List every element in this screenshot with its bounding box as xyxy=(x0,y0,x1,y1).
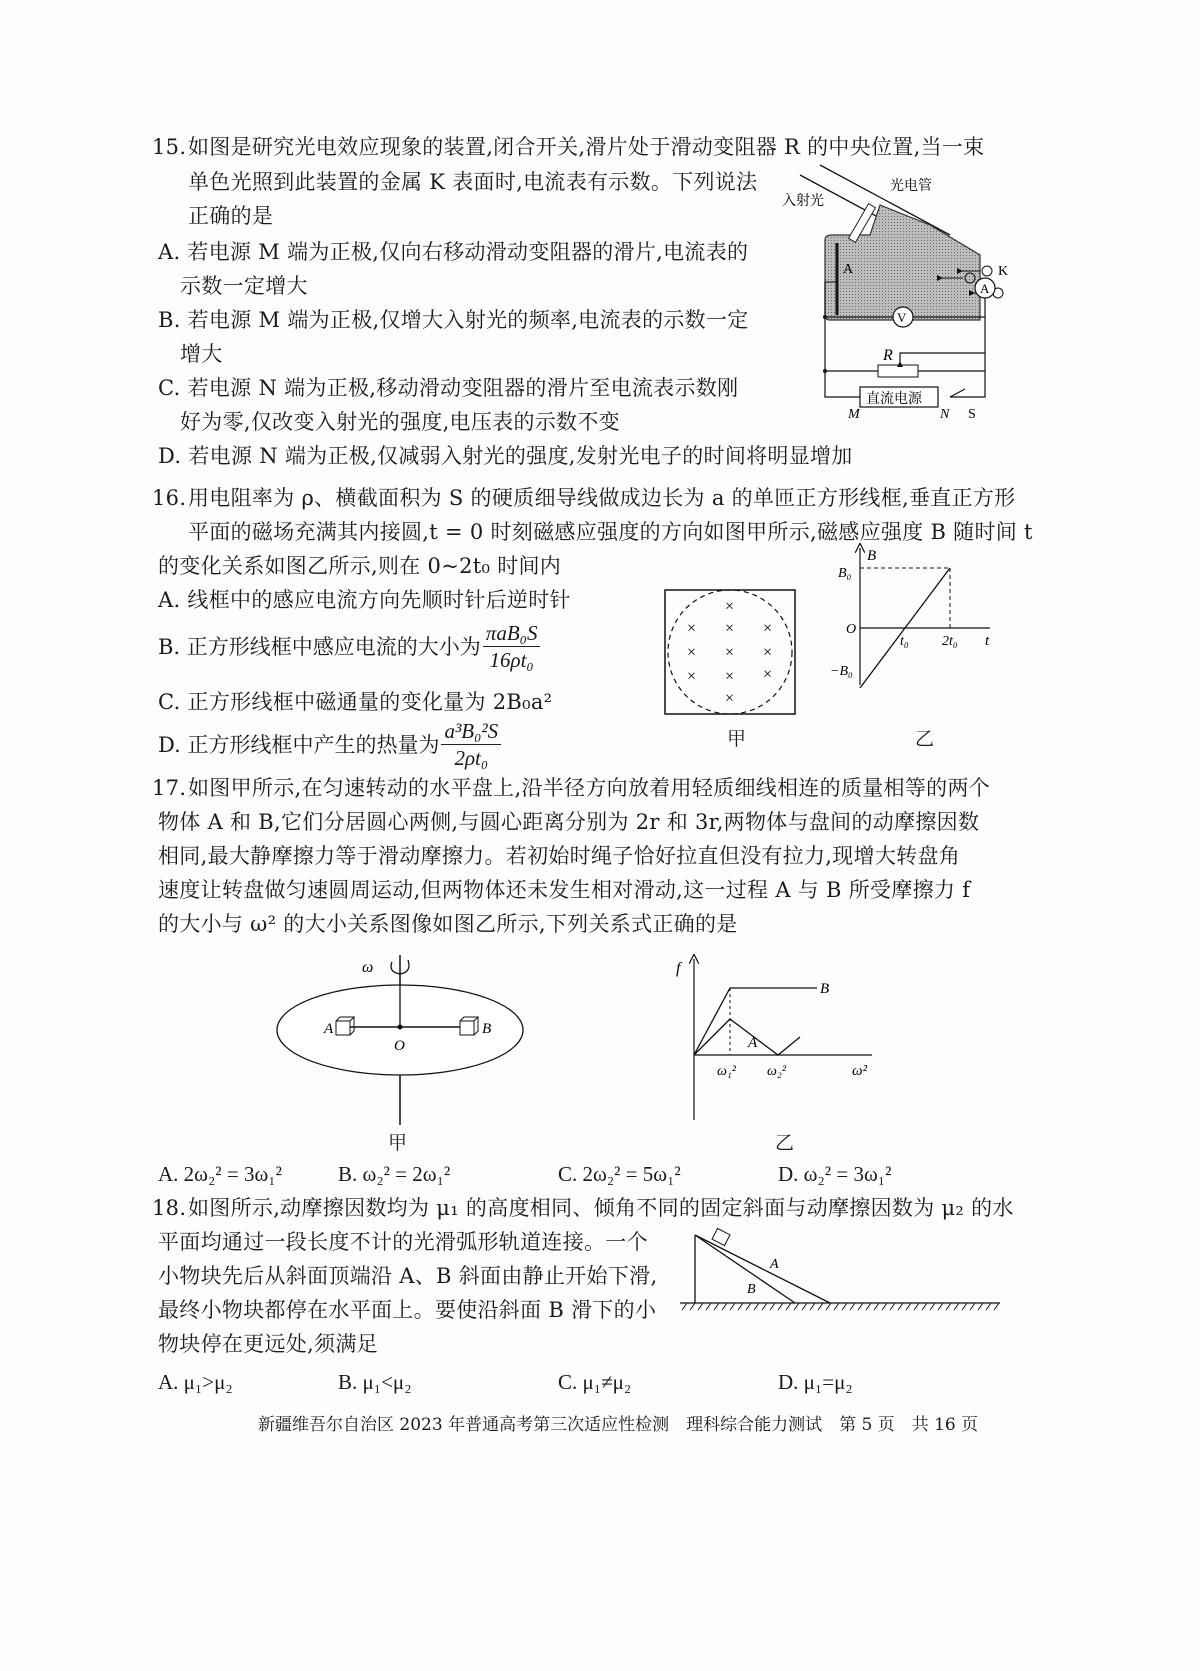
phototube-label: 光电管 xyxy=(890,179,932,194)
hatch-mark xyxy=(850,1303,855,1310)
hatch-mark xyxy=(906,1303,911,1310)
q16-option-b-text: B. 正方形线框中感应电流的大小为 xyxy=(158,634,481,659)
q17-option-d: D. ω₂² = 3ω₁² xyxy=(778,1162,892,1186)
small-block xyxy=(712,1228,730,1245)
junction-dot xyxy=(823,315,827,319)
q17-stem-line-1: 如图甲所示,在匀速转动的水平盘上,沿半径方向放着用轻质细线相连的质量相等的两个 xyxy=(188,776,991,800)
x-tick-omega1: ω₁² xyxy=(717,1064,736,1079)
q15-stem-line-1: 如图是研究光电效应现象的装置,闭合开关,滑片处于滑动变阻器 R 的中央位置,当一束 xyxy=(188,135,985,159)
electron-1 xyxy=(982,266,992,276)
hatch-mark xyxy=(834,1303,839,1310)
hatch-mark xyxy=(962,1303,967,1310)
q17-stem-line-2: 物体 A 和 B,它们分居圆心两侧,与圆心距离分别为 2r 和 3r,两物体与盘间的动摩擦因数 xyxy=(158,810,980,834)
q18-option-c: C. μ₁≠μ₂ xyxy=(558,1370,632,1394)
hatch-mark xyxy=(938,1303,943,1310)
q15-stem-line-2: 单色光照到此装置的金属 K 表面时,电流表有示数。下列说法 xyxy=(188,170,758,194)
y-axis-label: f xyxy=(676,960,681,977)
figure-yi-label: 乙 xyxy=(775,1132,795,1154)
slope-b xyxy=(695,1235,795,1303)
fraction-numerator: πaB₀S xyxy=(483,620,541,647)
field-into-page-mark: × xyxy=(763,644,773,661)
y-tick-b0: B₀ xyxy=(838,566,852,581)
y-tick-origin: O xyxy=(846,622,857,637)
hatch-mark xyxy=(698,1303,703,1310)
hatch-mark xyxy=(818,1303,823,1310)
incident-light-label: 入射光 xyxy=(782,194,824,209)
hatch-mark xyxy=(946,1303,951,1310)
hatch-mark xyxy=(842,1303,847,1310)
center-point xyxy=(398,1025,403,1030)
ground-hatching xyxy=(682,1303,999,1310)
x-tick-omega2: ω₂² xyxy=(767,1064,786,1079)
q18-option-a: A. μ₁>μ₂ xyxy=(158,1370,233,1394)
inclined-planes-figure xyxy=(680,1225,1000,1315)
q15-option-b-line-2: 增大 xyxy=(180,342,223,366)
figure-jia-label: 甲 xyxy=(727,728,747,750)
q15-option-c-line-2: 好为零,仅改变入射光的强度,电压表的示数不变 xyxy=(180,410,620,434)
hatch-mark xyxy=(786,1303,791,1310)
q18-stem-line-4: 最终小物块都停在水平面上。要使沿斜面 B 滑下的小 xyxy=(158,1298,657,1322)
hatch-mark xyxy=(810,1303,815,1310)
figure-jia-label: 甲 xyxy=(388,1132,408,1154)
hatch-mark xyxy=(826,1303,831,1310)
rotating-disk-figure xyxy=(270,950,530,1130)
fraction-denominator: 16ρt₀ xyxy=(489,648,534,672)
q16-option-b xyxy=(158,620,540,673)
field-into-page-mark: × xyxy=(725,668,735,685)
line-a-label: A xyxy=(748,1035,758,1051)
q18-number: 18. xyxy=(152,1196,187,1220)
field-into-page-mark: × xyxy=(763,620,773,637)
fraction-numerator: a³B₀²S xyxy=(441,718,501,745)
slope-a xyxy=(695,1235,830,1303)
field-into-page-mark: × xyxy=(725,620,735,637)
center-label: O xyxy=(394,1038,405,1054)
photoelectric-circuit-figure xyxy=(780,165,1010,430)
field-marks xyxy=(687,598,772,707)
q16-option-d-text: D. 正方形线框中产生的热量为 xyxy=(158,732,440,757)
q16-stem-line-3: 的变化关系如图乙所示,则在 0~2t₀ 时间内 xyxy=(158,554,562,578)
field-into-page-mark: × xyxy=(687,644,697,661)
hatch-mark xyxy=(802,1303,807,1310)
q17-stem-line-4: 速度让转盘做匀速圆周运动,但两物体还未发生相对滑动,这一过程 A 与 B 所受摩擦力 f xyxy=(158,878,971,902)
slope-b-label: B xyxy=(747,1282,756,1297)
anode-label: A xyxy=(843,262,854,277)
q15-option-b-line-1: B. 若电源 M 端为正极,仅增大入射光的频率,电流表的示数一定 xyxy=(158,308,749,332)
q18-stem-line-1: 如图所示,动摩擦因数均为 μ₁ 的高度相同、倾角不同的固定斜面与动摩擦因数为 μ₂ 的水 xyxy=(188,1196,1014,1220)
q15-option-d-line-1: D. 若电源 N 端为正极,仅减弱入射光的强度,发射光电子的时间将明显增加 xyxy=(158,444,853,468)
junction-dot xyxy=(823,369,827,373)
field-into-page-mark: × xyxy=(687,668,697,685)
figure-yi-label: 乙 xyxy=(915,728,935,750)
q16-option-a: A. 线框中的感应电流方向先顺时针后逆时针 xyxy=(158,588,571,612)
q18-stem-line-5: 物块停在更远处,须满足 xyxy=(158,1332,378,1356)
hatch-mark xyxy=(986,1303,991,1310)
power-supply-label: 直流电源 xyxy=(866,392,922,407)
hatch-mark xyxy=(994,1303,999,1310)
q17-stem-line-5: 的大小与 ω² 的大小关系图像如图乙所示,下列关系式正确的是 xyxy=(158,912,738,936)
terminal-n-label: N xyxy=(940,407,950,422)
omega-label: ω xyxy=(362,959,374,976)
q17-option-b: B. ω₂² = 2ω₁² xyxy=(338,1162,451,1186)
switch xyxy=(950,389,965,397)
q16-option-c: C. 正方形线框中磁通量的变化量为 2B₀a² xyxy=(158,690,553,714)
q18-stem-line-3: 小物块先后从斜面顶端沿 A、B 斜面由静止开始下滑, xyxy=(158,1264,658,1288)
hatch-mark xyxy=(778,1303,783,1310)
q17-option-c: C. 2ω₂² = 5ω₁² xyxy=(558,1162,681,1186)
x-axis-label: t xyxy=(985,633,990,649)
q18-option-d: D. μ₁=μ₂ xyxy=(778,1370,853,1394)
terminal-m-label: M xyxy=(848,407,860,422)
q15-number: 15. xyxy=(152,135,187,159)
hatch-mark xyxy=(970,1303,975,1310)
q15-stem-line-3: 正确的是 xyxy=(188,204,274,228)
q17-option-a: A. 2ω₂² = 3ω₁² xyxy=(158,1162,282,1186)
voltmeter-label: V xyxy=(897,310,907,325)
x-tick-t0: t₀ xyxy=(900,634,909,649)
field-into-page-mark: × xyxy=(725,644,735,661)
q15-option-a-line-2: 示数一定增大 xyxy=(180,274,308,298)
field-into-page-mark: × xyxy=(763,666,773,683)
hatch-mark xyxy=(858,1303,863,1310)
hatch-mark xyxy=(754,1303,759,1310)
q16-option-b-fraction xyxy=(483,620,541,673)
hatch-mark xyxy=(738,1303,743,1310)
q15-option-a-line-1: A. 若电源 M 端为正极,仅向右移动滑动变阻器的滑片,电流表的 xyxy=(158,240,749,264)
field-into-page-mark: × xyxy=(687,620,697,637)
hatch-mark xyxy=(930,1303,935,1310)
rheostat-label: R xyxy=(883,347,893,364)
hatch-mark xyxy=(978,1303,983,1310)
fraction-denominator: 2ρt₀ xyxy=(454,746,489,770)
q17-number: 17. xyxy=(152,776,187,800)
q16-option-d xyxy=(158,718,501,771)
b-t-graph xyxy=(830,545,1005,695)
hatch-mark xyxy=(866,1303,871,1310)
cathode-label: K xyxy=(998,264,1009,279)
x-tick-2t0: 2t₀ xyxy=(942,634,958,649)
field-into-page-mark: × xyxy=(725,690,735,707)
rheostat xyxy=(878,365,918,377)
hatch-mark xyxy=(874,1303,879,1310)
hatch-mark xyxy=(746,1303,751,1310)
hatch-mark xyxy=(922,1303,927,1310)
y-axis-label: B xyxy=(867,548,877,564)
q15-option-c-line-1: C. 若电源 N 端为正极,移动滑动变阻器的滑片至电流表示数刚 xyxy=(158,376,739,400)
hatch-mark xyxy=(954,1303,959,1310)
hatch-mark xyxy=(762,1303,767,1310)
y-tick-neg-b0: −B₀ xyxy=(830,664,853,679)
hatch-mark xyxy=(730,1303,735,1310)
hatch-mark xyxy=(914,1303,919,1310)
hatch-mark xyxy=(722,1303,727,1310)
friction-omega-graph xyxy=(672,955,882,1125)
q18-stem-line-2: 平面均通过一段长度不计的光滑弧形轨道连接。一个 xyxy=(158,1230,648,1254)
q16-stem-line-1: 用电阻率为 ρ、横截面积为 S 的硬质细导线做成边长为 a 的单匝正方形线框,垂直正方形 xyxy=(188,486,1016,510)
hatch-mark xyxy=(690,1303,695,1310)
q17-stem-line-3: 相同,最大静摩擦力等于滑动摩擦力。若初始时绳子恰好拉直但没有拉力,现增大转盘角 xyxy=(158,844,961,868)
q16-option-d-fraction xyxy=(441,718,501,771)
q16-number: 16. xyxy=(152,486,187,510)
ammeter-label: A xyxy=(980,281,990,296)
hatch-mark xyxy=(682,1303,687,1310)
hatch-mark xyxy=(882,1303,887,1310)
page-footer: 新疆维吾尔自治区 2023 年普通高考第三次适应性检测 理科综合能力测试 第 5 页 共 16 页 xyxy=(258,1415,979,1435)
hatch-mark xyxy=(714,1303,719,1310)
switch-label: S xyxy=(968,407,976,422)
x-axis-label: ω² xyxy=(852,1063,868,1079)
block-a-label: A xyxy=(324,1021,334,1037)
hatch-mark xyxy=(770,1303,775,1310)
hatch-mark xyxy=(890,1303,895,1310)
rheostat-slider xyxy=(900,353,985,363)
hatch-mark xyxy=(706,1303,711,1310)
hatch-mark xyxy=(794,1303,799,1310)
hatch-mark xyxy=(898,1303,903,1310)
q16-stem-line-2: 平面的磁场充满其内接圆,t = 0 时刻磁感应强度的方向如图甲所示,磁感应强度 B 随时间 t xyxy=(188,520,1033,544)
field-into-page-mark: × xyxy=(725,598,735,615)
block-b-label: B xyxy=(482,1021,492,1037)
q18-option-b: B. μ₁<μ₂ xyxy=(338,1370,412,1394)
slope-a-label: A xyxy=(770,1257,779,1272)
line-b-label: B xyxy=(820,981,830,997)
magnetic-field-figure xyxy=(660,588,800,718)
